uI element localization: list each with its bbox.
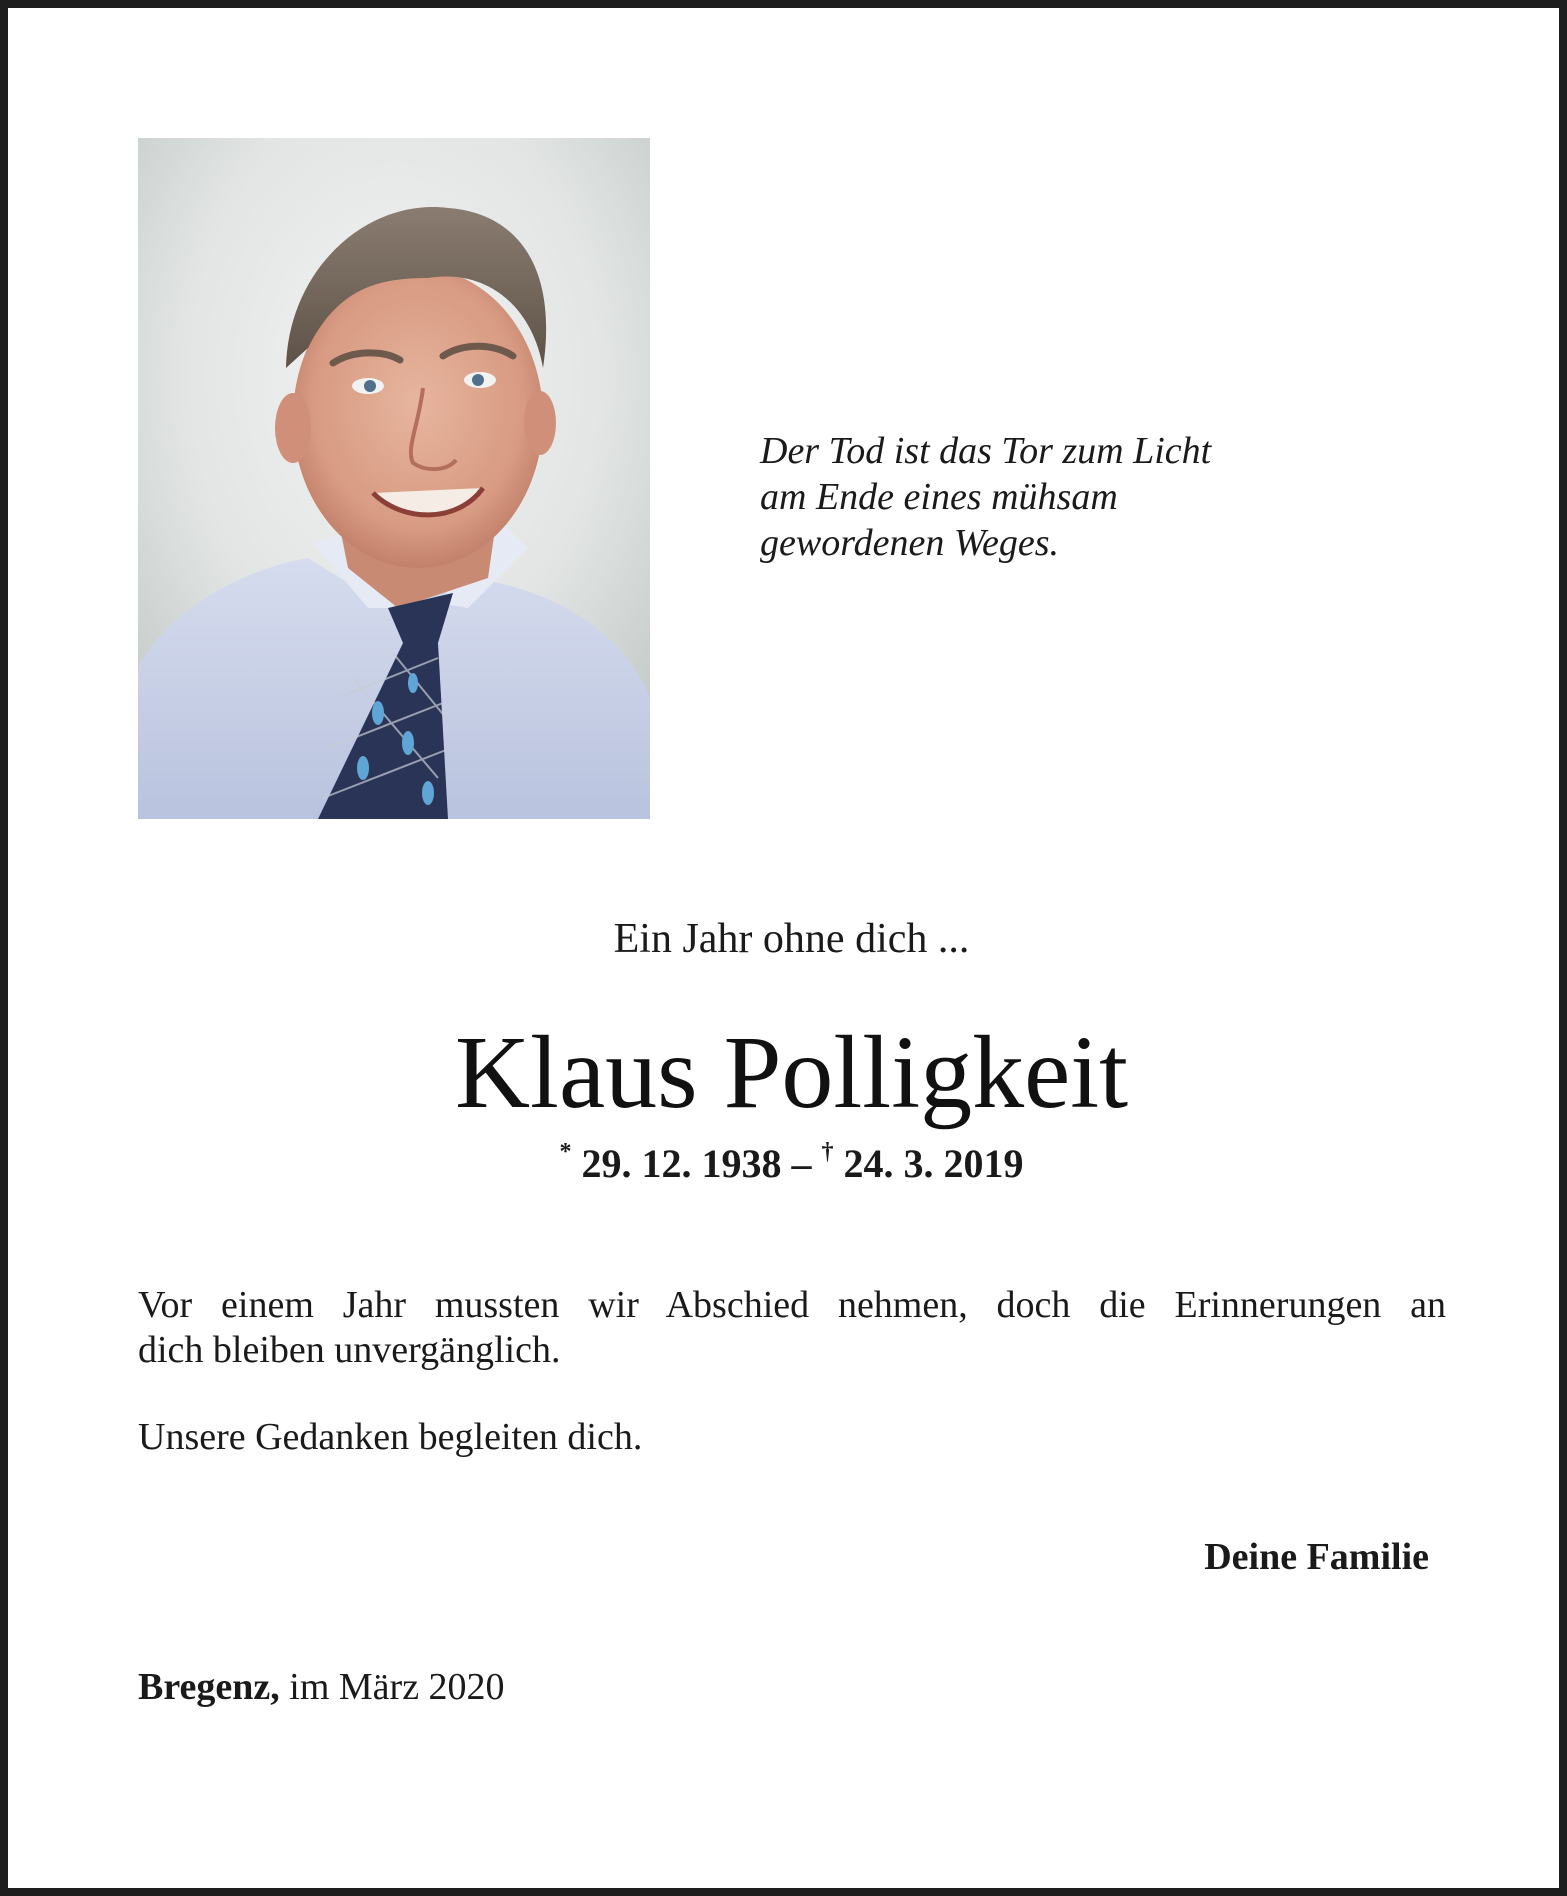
deceased-name: Klaus Polligkeit xyxy=(454,1015,1129,1130)
birth-date: 29. 12. 1938 xyxy=(581,1141,782,1186)
death-date: 24. 3. 2019 xyxy=(843,1141,1024,1186)
message-text xyxy=(138,1283,1446,1460)
message-line: dich bleiben unvergänglich. xyxy=(138,1329,561,1371)
memorial-quote xyxy=(760,428,1380,566)
portrait-illustration xyxy=(138,138,650,819)
message-paragraph: Unsere Gedanken begleiten dich. xyxy=(138,1416,643,1458)
signature: Deine Familie xyxy=(1204,1536,1429,1578)
message-line: Vor einem Jahr mussten wir Abschied nehmen, doch die Erinnerungen an xyxy=(138,1284,1446,1326)
portrait-photo xyxy=(138,138,650,819)
place-date xyxy=(138,1663,505,1711)
date-separator: – xyxy=(791,1141,812,1186)
life-dates xyxy=(8,1136,1567,1192)
birth-symbol: * xyxy=(559,1138,572,1165)
quote-line: am Ende eines mühsam xyxy=(760,476,1118,518)
quote-line: Der Tod ist das Tor zum Licht xyxy=(760,430,1212,472)
quote-line: gewordenen Weges. xyxy=(760,522,1060,564)
place-city: Bregenz, xyxy=(138,1666,280,1708)
place-date-text: im März 2020 xyxy=(289,1666,505,1708)
intro-line: Ein Jahr ohne dich ... xyxy=(613,916,970,962)
death-symbol: † xyxy=(821,1138,834,1165)
